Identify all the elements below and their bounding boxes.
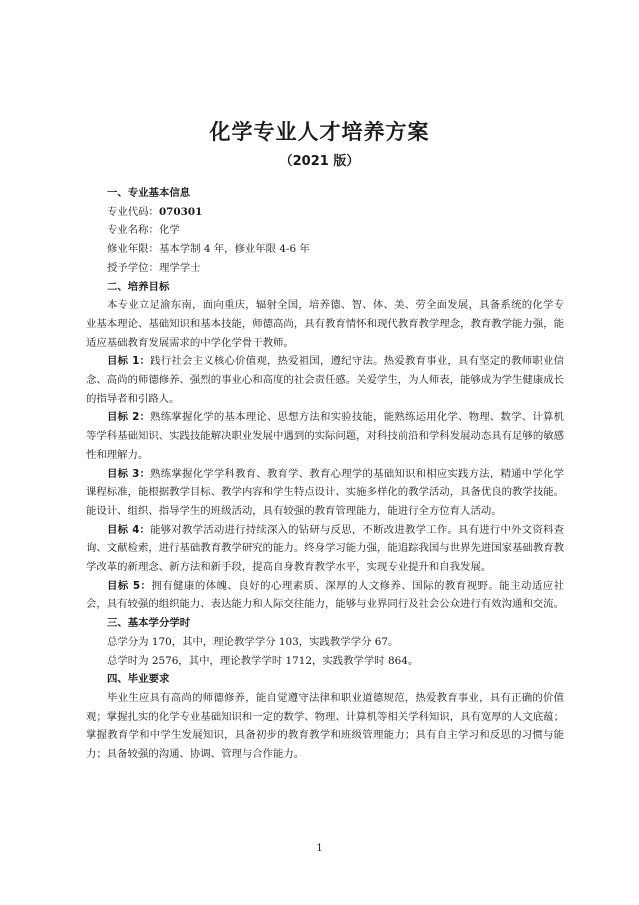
section-heading-graduation-requirements: 四、毕业要求	[107, 673, 170, 686]
goal-label: 目标 5：	[107, 579, 152, 592]
goal-text: 践行社会主义核心价值观，热爱祖国，遵纪守法。热爱教育事业，具有坚定的教师职业信念、高尚的师德修养、强烈的事业心和高度的社会责任感。关爱学生，为人师表，能够成为学生健康成长的指导者和引路人。	[86, 355, 564, 405]
goal-paragraph	[86, 521, 564, 577]
degree-line: 授予学位：理学学士	[107, 261, 201, 274]
major-code-label: 专业代码：	[107, 205, 159, 218]
goal-label: 目标 3：	[107, 467, 151, 480]
goal-paragraph	[86, 577, 564, 614]
total-credits-line: 总学分为 170，其中，理论教学学分 103，实践教学学分 67。	[107, 635, 399, 648]
total-hours-line: 总学时为 2576，其中，理论教学学时 1712，实践教学学时 864。	[107, 654, 419, 667]
graduation-requirements-text: 毕业生应具有高尚的师德修养，能自觉遵守法律和职业道德规范，热爱教育事业，具有正确的价值观；掌握扎实的化学专业基础知识和一定的数学、物理、计算机等相关学科知识，具有宽厚的人文底蕴；掌握教育学和中学生发展知识，具备初步的教育教学和班级管理能力；具有自主学习和反思的习惯与能力；具备较强的沟通、协调、管理与合作能力。	[86, 691, 564, 761]
section-heading-training-goals: 二、培养目标	[107, 280, 170, 293]
document-body	[86, 184, 564, 764]
goal-label: 目标 4：	[107, 523, 151, 536]
document-subtitle: （2021 版）	[279, 154, 360, 169]
major-code-value: 070301	[158, 205, 203, 218]
section-heading-basic-info: 一、专业基本信息	[107, 187, 191, 199]
document-title: 化学专业人才培养方案	[209, 120, 430, 144]
training-goals-intro: 本专业立足渝东南，面向重庆，辐射全国，培养德、智、体、美、劳全面发展，具备系统的化学专业基本理论、基础知识和基本技能，师德高尚，具有教育情怀和现代教育教学理念，教育教学能力强，能适应基础教育发展需求的中学化学骨干教师。	[86, 299, 564, 349]
goal-paragraph	[86, 408, 564, 464]
major-name-line: 专业名称：化学	[107, 224, 180, 237]
page-number: 1	[316, 843, 323, 854]
goal-label: 目标 1：	[107, 355, 151, 368]
goal-label: 目标 2：	[107, 411, 151, 424]
goal-text: 能够对教学活动进行持续深入的钻研与反思，不断改进教学工作。具有进行中外文资料查询、文献检索，进行基础教育教学研究的能力。终身学习能力强，能追踪我国与世界先进国家基础教育教学改革的新理念、新方法和新手段，提高自身教育教学水平，实现专业提升和自我发展。	[86, 523, 564, 574]
goal-text: 熟练掌握化学的基本理论、思想方法和实验技能，能熟练运用化学、物理、数学、计算机等学科基础知识、实践技能解决职业发展中遇到的实际问题，对科技前沿和学科发展动态具有足够的敏感性和理解力。	[86, 411, 564, 461]
section-heading-credits-hours: 三、基本学分学时	[107, 617, 191, 630]
goal-text: 熟练掌握化学学科教育、教育学、教育心理学的基础知识和相应实践方法，精通中学化学课程标准，能根据教学目标、教学内容和学生特点设计、实施多样化的教学活动，具备优良的教学技能。能设计、组织、指导学生的班级活动，具有较强的教育管理能力，能进行全方位育人活动。	[86, 467, 564, 517]
goal-paragraph	[86, 465, 564, 521]
goal-paragraph	[86, 352, 564, 408]
study-duration-line: 修业年限：基本学制 4 年，修业年限 4-6 年	[107, 243, 310, 256]
goal-text: 拥有健康的体魄、良好的心理素质、深厚的人文修养、国际的教育视野。能主动适应社会，具有较强的组织能力、表达能力和人际交往能力，能够与业界同行及社会公众进行有效沟通和交流。	[86, 579, 564, 611]
major-code-line	[86, 203, 564, 222]
